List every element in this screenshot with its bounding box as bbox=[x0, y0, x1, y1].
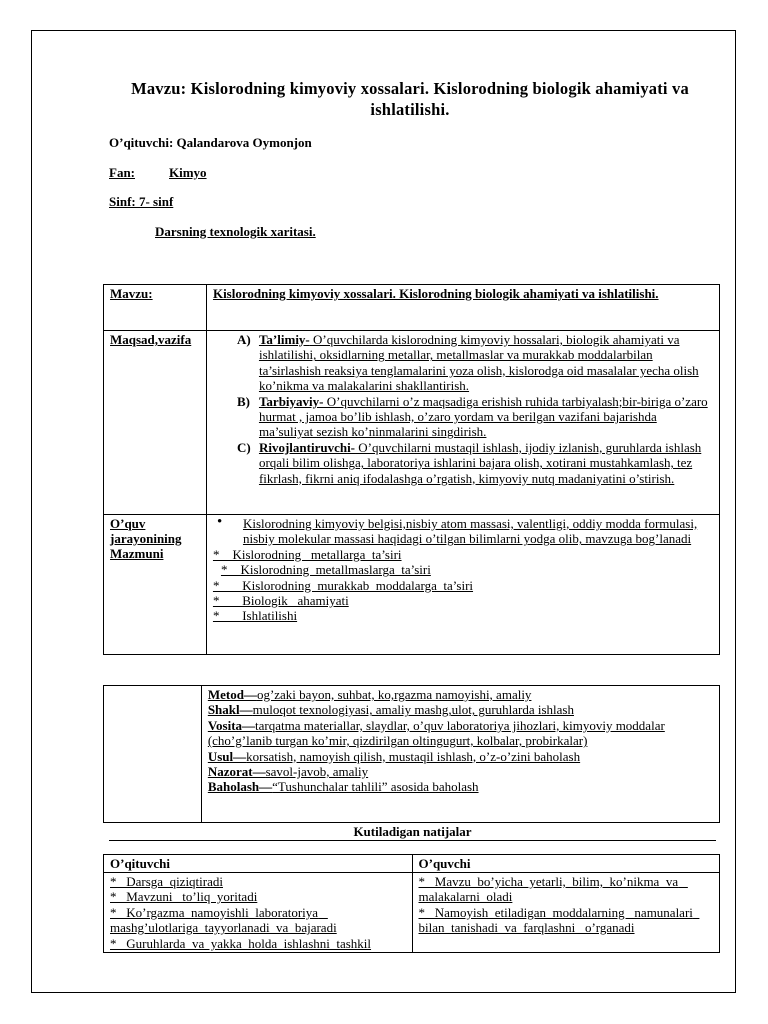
approach-text: korsatish, namoyish qilish, mustaqil ishlash, o’z-o’zini baholash bbox=[246, 748, 581, 764]
goal-item bbox=[213, 394, 713, 440]
goals-label: Maqsad,vazifa bbox=[104, 331, 207, 515]
means-line bbox=[208, 718, 713, 749]
map-title: Darsning texnologik xaritasi. bbox=[155, 224, 316, 239]
teacher-result-item: * Darsga qiziqtiradi bbox=[110, 874, 223, 889]
content-item: * Kislorodning metallarga ta’siri bbox=[212, 546, 402, 562]
control-text: savol-javob, amaliy bbox=[265, 764, 369, 780]
topic-label: Mavzu: bbox=[104, 285, 207, 331]
control-label: Nazorat— bbox=[207, 764, 266, 780]
results-table bbox=[103, 854, 720, 953]
method-text: og’zaki bayon, suhbat, ko,rgazma namoyishi, amaliy bbox=[256, 687, 532, 702]
bullet-icon: • bbox=[216, 514, 223, 530]
topic-value: Kislorodning kimyoviy xossalari. Kislorodning biologik ahamiyati va ishlatilishi. bbox=[206, 285, 719, 331]
methods-row bbox=[104, 686, 720, 823]
content-cell bbox=[206, 515, 719, 655]
student-results-cell bbox=[412, 873, 719, 953]
goal-text: O’quvchilarni o’z maqsadiga erishish ruhida tarbiyalash;bir-biriga o’zaro hurmat , jamoa bo’lib ishlash, o’zaro yordam va berilgan vazifani bajarishda ma’suliyat sezish ko’ninmalarini singdirish. bbox=[258, 393, 708, 440]
content-bullet-item bbox=[213, 516, 713, 547]
goals-cell bbox=[206, 331, 719, 515]
expected-results-title: Kutiladigan natijalar bbox=[109, 824, 716, 841]
goal-item bbox=[213, 332, 713, 394]
assessment-text: “Tushunchalar tahlili” asosida baholash bbox=[272, 779, 479, 795]
subject-label: Fan: bbox=[109, 165, 135, 180]
approach-label: Usul— bbox=[207, 748, 247, 764]
topic-row bbox=[104, 285, 720, 331]
goal-text: O’quvchilarni mustaqil ishlash, ijodiy izlanish, guruhlarda ishlash orqali bilim olishga, laboratoriya ishlarini bajara olish, xotirani mustahkamlash, tez fikrlash, fikrni aniq ifodalashga o’rgatish, kimyoviy nutq madaniyatini o’stirish. bbox=[258, 439, 702, 486]
content-label: O’quv jarayonining Mazmuni bbox=[104, 515, 207, 655]
form-line bbox=[208, 702, 713, 717]
goal-text: O’quvchilarda kislorodning kimyoviy hossalari, biologik ahamiyati va ishlatilishi, oksidlarning metallar, metallmaslar va murakkab moddalarbilan ta’sirlashish reaksiya tenglamalarini yoza olish, kislorodga oid masalalar yecha olish ko’nikma va malakalarini shakllantirish. bbox=[258, 332, 699, 394]
approach-line bbox=[208, 749, 713, 764]
form-label: Shakl— bbox=[207, 702, 253, 718]
goals-row bbox=[104, 331, 720, 515]
teacher-result-item: * Guruhlarda va yakka holda ishlashni tashkil bbox=[110, 935, 372, 951]
method-line bbox=[208, 687, 713, 702]
teacher-column-header: O’qituvchi bbox=[104, 855, 413, 873]
goal-name: Ta’limiy- bbox=[258, 332, 310, 347]
goal-marker: C) bbox=[236, 439, 251, 455]
document-title: Mavzu: Kislorodning kimyoviy xossalari. Kislorodning biologik ahamiyati va ishlatilishi. bbox=[131, 79, 689, 119]
teacher-result-item: * Mavzuni to’liq yoritadi bbox=[110, 889, 258, 905]
content-row bbox=[104, 515, 720, 655]
map-title-line bbox=[109, 224, 316, 240]
content-item: * Kislorodning metallmaslarga ta’siri bbox=[220, 562, 431, 578]
content-bullet-text: Kislorodning kimyoviy belgisi,nisbiy atom massasi, valentligi, oddiy modda formulasi, nisbiy molekular massasi haqidagi o’tilgan bilimlarni yodga olib, mavzuga bog’lanadi bbox=[242, 516, 698, 547]
content-item: * Biologik ahamiyati bbox=[212, 593, 349, 609]
assessment-label: Baholash— bbox=[207, 779, 273, 795]
subject-value: Kimyo bbox=[169, 165, 207, 180]
content-item: * Kislorodning murakkab moddalarga ta’siri bbox=[212, 577, 474, 593]
assessment-line bbox=[208, 779, 713, 794]
goal-name: Tarbiyaviy- bbox=[258, 393, 324, 409]
teacher-line: O’qituvchi: Qalandarova Oymonjon bbox=[109, 135, 312, 150]
teacher-result-item: * Ko’rgazma namoyishli laboratoriya mashg’ulotlariga tayyorlanadi va bajaradi bbox=[110, 904, 337, 936]
means-label: Vosita— bbox=[207, 717, 256, 733]
method-label: Metod— bbox=[207, 687, 257, 702]
goals-list bbox=[213, 332, 713, 486]
control-line bbox=[208, 764, 713, 779]
methods-cell bbox=[201, 686, 719, 823]
means-text: tarqatma materiallar, slaydlar, o’quv laboratoriya jihozlari, kimyoviy moddalar (cho’g’lanib turgan ko’mir, qizdirilgan oltingugurt, kolbalar, probirkalar) bbox=[207, 717, 665, 749]
goal-name: Rivojlantiruvchi- bbox=[258, 439, 356, 455]
results-body-row bbox=[104, 873, 720, 953]
content-item: * Ishlatilishi bbox=[212, 608, 298, 624]
results-header-row bbox=[104, 855, 720, 873]
methods-table bbox=[103, 685, 720, 823]
grade-line: Sinf: 7- sinf bbox=[109, 194, 174, 209]
goal-marker: B) bbox=[236, 393, 250, 409]
form-text: muloqot texnologiyasi, amaliy mashg,ulot, guruhlarda ishlash bbox=[252, 702, 574, 718]
methods-empty-cell bbox=[104, 686, 202, 823]
student-column-header: O’quvchi bbox=[412, 855, 719, 873]
student-result-item: * Namoyish etiladigan moddalarning namunalari bilan tanishadi va farqlashni o’rganadi bbox=[418, 904, 700, 936]
goal-marker: A) bbox=[236, 332, 251, 347]
subject-line bbox=[109, 165, 207, 181]
student-result-item: * Mavzu bo’yicha yetarli, bilim, ko’nikma va malakalarni oladi bbox=[418, 874, 688, 905]
goal-item bbox=[213, 440, 713, 486]
plan-table bbox=[103, 284, 720, 655]
teacher-results-cell bbox=[104, 873, 413, 953]
